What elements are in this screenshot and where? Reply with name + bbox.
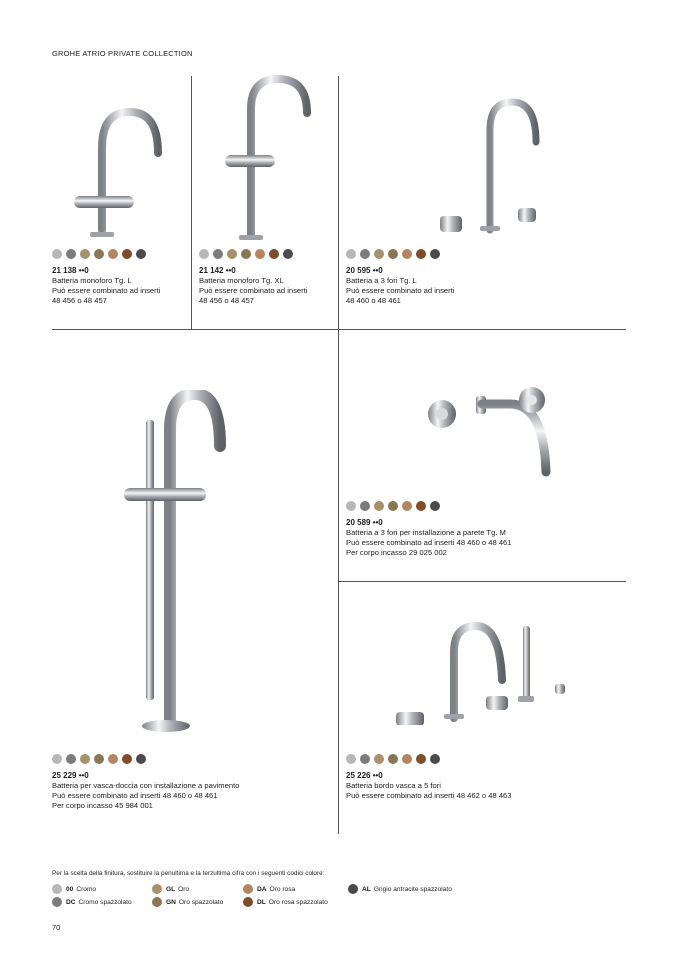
swatch-oro-rosa (108, 754, 118, 764)
swatch-oro-rosa-spazzolato (122, 754, 132, 764)
swatch-cromo-spazzolato (360, 249, 370, 259)
finish-swatches (346, 754, 512, 764)
swatch-cromo (52, 249, 62, 259)
product-20589 (346, 501, 512, 558)
color-swatch (152, 884, 162, 894)
swatch-grigio-antracite (430, 249, 440, 259)
legend-label: Oro (178, 885, 190, 893)
product-description-line: Può essere combinato ad inserti 48 462 o 48 463 (346, 791, 512, 800)
color-swatch (348, 884, 358, 894)
legend-item-gl (152, 884, 189, 894)
legend-code: DA (257, 885, 267, 893)
product-25226 (346, 754, 512, 801)
swatch-cromo-spazzolato (66, 249, 76, 259)
product-description-line: Può essere combinato ad inserti (199, 286, 308, 295)
swatch-cromo (346, 501, 356, 511)
divider-vertical (191, 76, 192, 330)
swatch-oro (374, 501, 384, 511)
legend-label: Oro rosa spazzolato (268, 898, 328, 906)
product-25229 (52, 754, 239, 811)
product-description-line: Batteria monoforo Tg. L (52, 276, 132, 285)
swatch-cromo (52, 754, 62, 764)
product-description-line: Può essere combinato ad inserti (52, 286, 161, 295)
legend-item-gn (152, 897, 223, 907)
product-image-wall-3-hole-mixer (420, 380, 555, 480)
product-code: 21 138 ••0 (52, 266, 89, 275)
product-code: 25 229 ••0 (52, 771, 89, 780)
legend-code: AL (362, 885, 371, 893)
swatch-oro-rosa (108, 249, 118, 259)
product-code: 21 142 ••0 (199, 266, 236, 275)
legend-code: GL (166, 885, 176, 893)
swatch-oro-rosa-spazzolato (416, 754, 426, 764)
swatch-oro (374, 754, 384, 764)
legend-label: Grigio antracite spazzolato (373, 885, 452, 893)
color-swatch (152, 897, 162, 907)
legend-label: Oro spazzolato (178, 898, 224, 906)
product-21142 (199, 249, 307, 306)
legend-item-dl (243, 897, 328, 907)
swatch-oro-rosa-spazzolato (269, 249, 279, 259)
product-code: 25 226 ••0 (346, 771, 383, 780)
swatch-grigio-antracite (136, 249, 146, 259)
finish-swatches (346, 249, 454, 259)
swatch-oro-rosa (402, 249, 412, 259)
swatch-cromo (199, 249, 209, 259)
swatch-oro (374, 249, 384, 259)
swatch-oro (227, 249, 237, 259)
swatch-cromo-spazzolato (213, 249, 223, 259)
product-description-line: 48 456 o 48 457 (199, 296, 254, 305)
product-description-line: 48 460 o 48 461 (346, 296, 401, 305)
color-swatch (52, 884, 62, 894)
swatch-oro-rosa (255, 249, 265, 259)
finish-instruction-note: Per la scelta della finitura, sostituire la penultima e la terzultima cifra con i seguenti codici colore: (52, 870, 325, 877)
swatch-grigio-antracite (430, 501, 440, 511)
legend-label: Cromo spazzolato (78, 898, 132, 906)
swatch-grigio-antracite (430, 754, 440, 764)
legend-item-00 (52, 884, 96, 894)
swatch-grigio-antracite (283, 249, 293, 259)
swatch-oro-rosa (402, 754, 412, 764)
divider-horizontal (338, 581, 626, 582)
legend-label: Oro rosa (269, 885, 296, 893)
product-code: 20 595 ••0 (346, 266, 383, 275)
divider-vertical (338, 76, 339, 834)
legend-item-al (348, 884, 452, 894)
swatch-oro-rosa-spazzolato (416, 501, 426, 511)
color-swatch (52, 897, 62, 907)
legend-code: DL (257, 898, 266, 906)
color-swatch (243, 897, 253, 907)
product-description-line: Batteria a 3 fori Tg. L (346, 276, 417, 285)
swatch-oro-spazzolato (388, 754, 398, 764)
product-description-line: Batteria per vasca-doccia con installazione a pavimento (52, 781, 240, 790)
swatch-cromo (346, 754, 356, 764)
swatch-grigio-antracite (136, 754, 146, 764)
swatch-oro-spazzolato (388, 249, 398, 259)
product-description-line: Batteria a 3 fori per installazione a parete Tg. M (346, 528, 506, 537)
legend-code: GN (166, 898, 176, 906)
swatch-oro-spazzolato (241, 249, 251, 259)
swatch-cromo-spazzolato (360, 754, 370, 764)
product-description-line: Può essere combinato ad inserti (346, 286, 455, 295)
product-image-5-hole-bath-mixer (390, 620, 575, 725)
legend-item-dc (52, 897, 132, 907)
swatch-oro (80, 754, 90, 764)
product-image-basin-mixer-xl (215, 75, 325, 243)
swatch-oro-spazzolato (388, 501, 398, 511)
page-header: GROHE ATRIO PRIVATE COLLECTION (52, 49, 193, 58)
finish-swatches (52, 249, 160, 259)
product-description-line: Per corpo incasso 45 984 001 (52, 801, 153, 810)
swatch-cromo-spazzolato (360, 501, 370, 511)
legend-label: Cromo (76, 885, 97, 893)
legend-code: DC (66, 898, 76, 906)
color-swatch (243, 884, 253, 894)
product-description-line: Batteria monoforo Tg. XL (199, 276, 284, 285)
legend-item-da (243, 884, 295, 894)
swatch-oro (80, 249, 90, 259)
product-description-line: 48 456 o 48 457 (52, 296, 107, 305)
finish-swatches (52, 754, 239, 764)
legend-code: 00 (66, 885, 74, 893)
product-image-floor-bath-mixer (120, 390, 230, 735)
product-description-line: Batteria bordo vasca a 5 fori (346, 781, 441, 790)
product-image-3-hole-mixer (432, 98, 547, 238)
product-code: 20 589 ••0 (346, 518, 383, 527)
swatch-cromo (346, 249, 356, 259)
page-number: 70 (52, 923, 61, 932)
product-description-line: Può essere combinato ad inserti 48 460 o 48 461 (52, 791, 218, 800)
product-image-basin-mixer-l (60, 98, 170, 243)
swatch-oro-rosa-spazzolato (416, 249, 426, 259)
product-21138 (52, 249, 160, 306)
swatch-oro-rosa (402, 501, 412, 511)
divider-horizontal (52, 329, 626, 330)
product-20595 (346, 249, 454, 306)
product-description-line: Può essere combinato ad inserti 48 460 o 48 461 (346, 538, 512, 547)
finish-swatches (199, 249, 307, 259)
swatch-cromo-spazzolato (66, 754, 76, 764)
finish-swatches (346, 501, 512, 511)
swatch-oro-spazzolato (94, 754, 104, 764)
product-description-line: Per corpo incasso 29 025 002 (346, 548, 447, 557)
swatch-oro-spazzolato (94, 249, 104, 259)
swatch-oro-rosa-spazzolato (122, 249, 132, 259)
